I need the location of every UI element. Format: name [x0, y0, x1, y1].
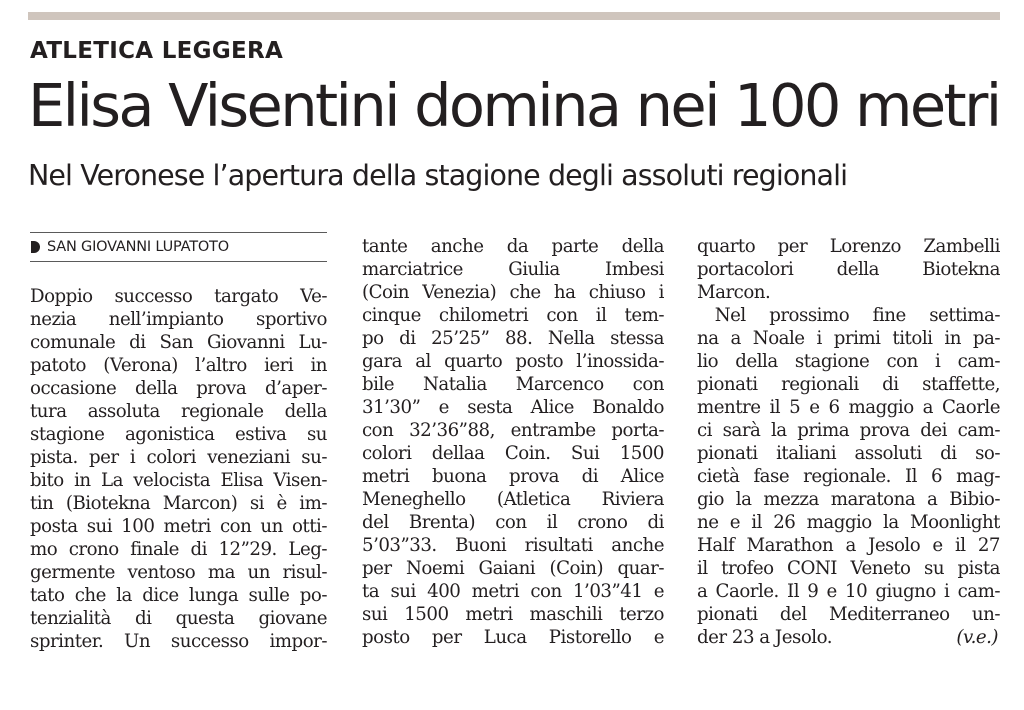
text-line: colori dellaa Coin. Sui 1500 [362, 443, 664, 464]
text-line: con 32’36”88, entrambe porta- [362, 420, 664, 441]
text-line: tura assoluta regionale della [30, 401, 327, 422]
text-line: metri buona prova di Alice [362, 466, 664, 487]
text-line: quarto per Lorenzo Zambelli [697, 236, 1000, 257]
text-line: nezia nell’impianto sportivo [30, 309, 327, 330]
text-line: sprinter. Un successo impor- [30, 631, 327, 652]
author-signoff: (v.e.) [956, 627, 998, 648]
text-line: posto per Luca Pistorello e [362, 627, 664, 648]
text-line: portacolori della Biotekna [697, 259, 1000, 280]
text-line: pionati del Mediterraneo un- [697, 604, 1000, 625]
text-line: tin (Biotekna Marcon) si è im- [30, 493, 327, 514]
headline: Elisa Visentini domina nei 100 metri [28, 71, 1000, 140]
text-line: marciatrice Giulia Imbesi [362, 259, 664, 280]
text-line: gara al quarto posto l’inossida- [362, 351, 664, 372]
subheadline: Nel Veronese l’apertura della stagione degli assoluti regionali [28, 159, 848, 192]
text-line: tenzialità di questa giovane [30, 608, 327, 629]
article-column-2 [362, 235, 664, 649]
text-line: Marcon. [697, 282, 771, 303]
text-line: patoto (Verona) l’altro ieri in [30, 355, 327, 376]
text-line: tante anche da parte della [362, 236, 664, 257]
text-line: il trofeo CONI Veneto su pista [697, 558, 1000, 579]
text-line: (Coin Venezia) che ha chiuso i [362, 282, 664, 303]
text-line: mo crono finale di 12”29. Leg- [30, 539, 327, 560]
final-line [697, 626, 1000, 649]
dateline-text: SAN GIOVANNI LUPATOTO [47, 239, 229, 255]
text-line: 31’30” e sesta Alice Bonaldo [362, 397, 664, 418]
text-line: na a Noale i primi titoli in pa- [697, 328, 1000, 349]
text-line: pionati italiani assoluti di so- [697, 443, 1000, 464]
text-line: mentre il 5 e 6 maggio a Caorle [697, 397, 1000, 418]
text-line: sui 1500 metri maschili terzo [362, 604, 664, 625]
half-circle-bullet-icon [31, 241, 40, 253]
text-line: ci sarà la prima prova dei cam- [697, 420, 1000, 441]
text-line: po di 25’25” 88. Nella stessa [362, 328, 664, 349]
text-line: cinque chilometri con il tem- [362, 305, 664, 326]
text-line: pista. per i colori veneziani su- [30, 447, 327, 468]
text-line: gio la mezza maratona a Bibio- [697, 489, 1000, 510]
text-line: 5’03”33. Buoni risultati anche [362, 535, 664, 556]
text-line: a Caorle. Il 9 e 10 giugno i cam- [697, 581, 1000, 602]
text-line: Doppio successo targato Ve- [30, 286, 327, 307]
top-rule [28, 12, 1000, 20]
text-line: comunale di San Giovanni Lu- [30, 332, 327, 353]
article-column-1 [30, 285, 327, 653]
text-line: per Noemi Gaiani (Coin) quar- [362, 558, 664, 579]
text-line: tato che la dice lunga sulle po- [30, 585, 327, 606]
text-line: cietà fase regionale. Il 6 mag- [697, 466, 1000, 487]
article-column-3 [697, 235, 1000, 649]
text-line: occasione della prova d’aper- [30, 378, 327, 399]
text-line: posta sui 100 metri con un otti- [30, 516, 327, 537]
text-line: lio della stagione con i cam- [697, 351, 1000, 372]
text-line: Meneghello (Atletica Riviera [362, 489, 664, 510]
text-line: ne e il 26 maggio la Moonlight [697, 512, 1000, 533]
text-line: stagione agonistica estiva su [30, 424, 327, 445]
dateline [30, 232, 327, 262]
text-line: ta sui 400 metri con 1’03”41 e [362, 581, 664, 602]
text-line: germente ventoso ma un risul- [30, 562, 327, 583]
text-line: der 23 a Jesolo. [697, 627, 832, 648]
section-kicker: ATLETICA LEGGERA [30, 38, 284, 64]
text-line: bito in La velocista Elisa Visen- [30, 470, 327, 491]
text-line: bile Natalia Marcenco con [362, 374, 664, 395]
text-line: Nel prossimo fine settima- [697, 305, 1000, 326]
text-line: pionati regionali di staffette, [697, 374, 1000, 395]
text-line: Half Marathon a Jesolo e il 27 [697, 535, 1000, 556]
text-line: del Brenta) con il crono di [362, 512, 664, 533]
